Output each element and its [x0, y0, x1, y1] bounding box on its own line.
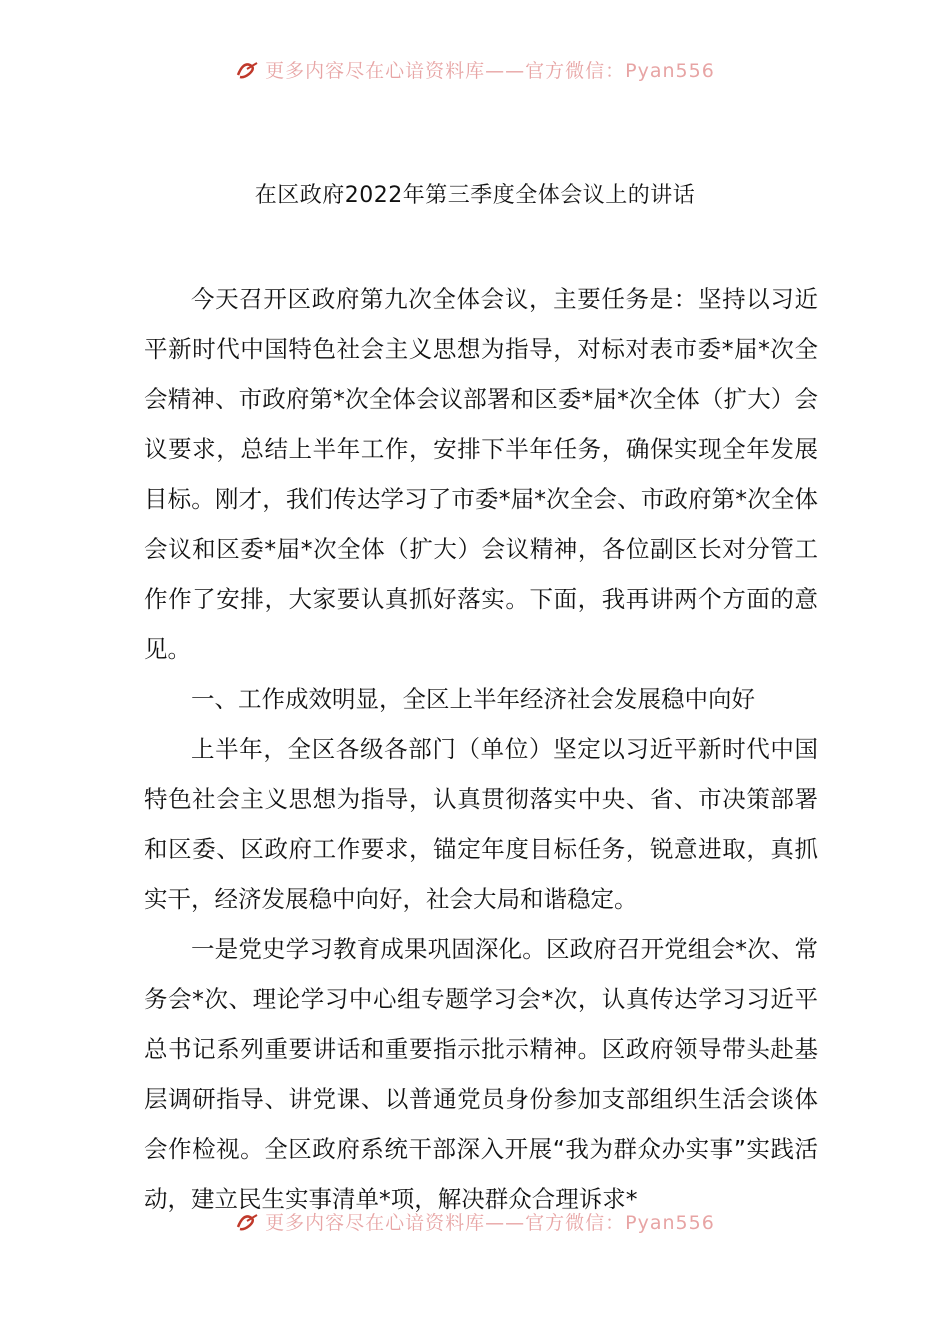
paragraph-summary: 上半年，全区各级各部门（单位）坚定以习近平新时代中国特色社会主义思想为指导，认真贯彻落实中央、省、市决策部署和区委、区政府工作要求，锚定年度目标任务，锐意进取，真抓实干，经济发展稳中向好，社会大局和谐稳定。 — [144, 735, 818, 913]
watermark-text: 更多内容尽在心谙资料库——官方微信：Pyan556 — [265, 60, 715, 82]
document-title: 在区政府2022年第三季度全体会议上的讲话 — [254, 183, 696, 208]
watermark-header — [0, 56, 950, 83]
watermark-footer — [0, 1208, 950, 1235]
document-body — [144, 274, 818, 1224]
watermark-logo-icon — [235, 59, 261, 81]
paragraph-intro: 今天召开区政府第九次全体会议，主要任务是：坚持以习近平新时代中国特色社会主义思想为指导，对标对表市委*届*次全会精神、市政府第*次全体会议部署和区委*届*次全体（扩大）会议要求，总结上半年工作，安排下半年任务，确保实现全年发展目标。刚才，我们传达学习了市委*届*次全会、市政府第*次全体会议和区委*届*次全体（扩大）会议精神，各位副区长对分管工作作了安排，大家要认真抓好落实。下面，我再讲两个方面的意见。 — [144, 285, 818, 663]
watermark-logo-icon — [235, 1211, 261, 1233]
watermark-text: 更多内容尽在心谙资料库——官方微信：Pyan556 — [265, 1212, 715, 1234]
paragraph-party-history: 一是党史学习教育成果巩固深化。区政府召开党组会*次、常务会*次、理论学习中心组专题学习会*次，认真传达学习习近平总书记系列重要讲话和重要指示批示精神。区政府领导带头赴基层调研指导、讲党课、以普通党员身份参加支部组织生活会谈体会作检视。全区政府系统干部深入开展“我为群众办实事”实践活动，建立民生实事清单*项，解决群众合理诉求* — [144, 935, 818, 1213]
section-heading: 一、工作成效明显，全区上半年经济社会发展稳中向好 — [191, 685, 755, 713]
